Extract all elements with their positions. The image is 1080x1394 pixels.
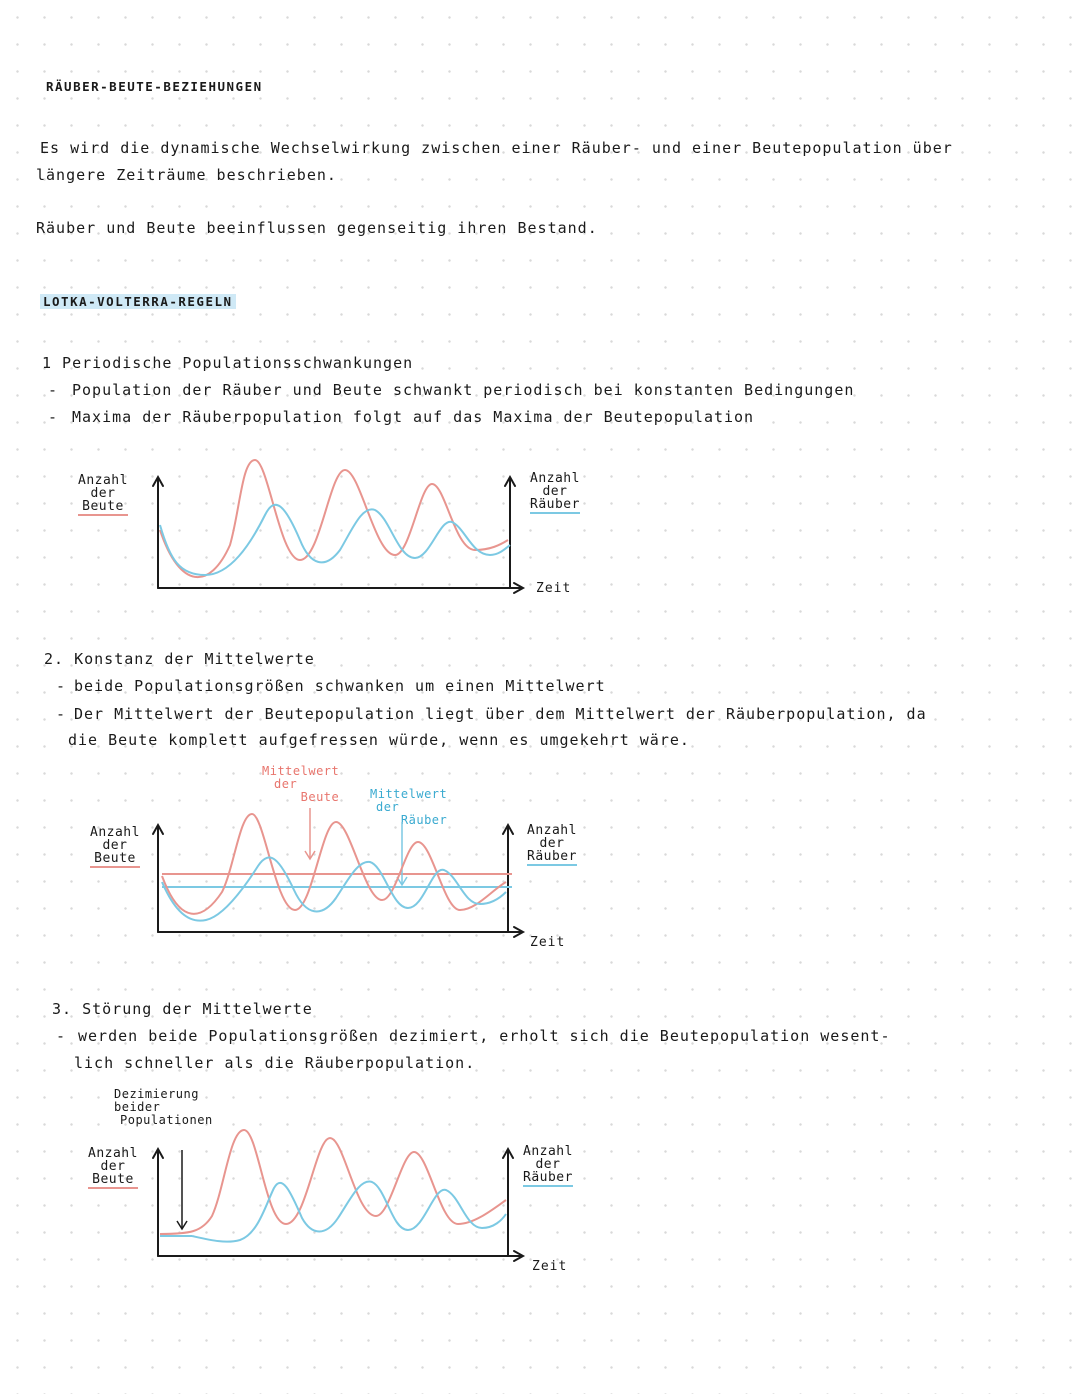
- rule1-title: 1 Periodische Populationsschwankungen: [42, 354, 414, 372]
- chart3-prey-axis-label: Anzahl der Beute: [88, 1146, 138, 1187]
- chart1-time-label: Zeit: [536, 581, 572, 596]
- chart3-decimation-arrow: [177, 1150, 187, 1229]
- rule1-bullet-2: Maxima der Räuberpopulation folgt auf das Maxima der Beutepopulation: [72, 408, 755, 426]
- chart3-time-label: Zeit: [532, 1259, 568, 1274]
- rule1-dash-2: -: [48, 408, 59, 426]
- rule2-dash-2: -: [56, 705, 67, 723]
- rule3-bullet-1: werden beide Populationsgrößen dezimiert, erholt sich die Beutepopulation wesent-: [78, 1027, 891, 1045]
- chart1-predator-curve: [160, 505, 510, 575]
- intro-line-2: längere Zeiträume beschrieben.: [36, 166, 337, 184]
- rule3-title: 3. Störung der Mittelwerte: [52, 1000, 313, 1018]
- chart2-prey-axis-label: Anzahl der Beute: [90, 825, 140, 866]
- chart3-predator-axis-label: Anzahl der Räuber: [523, 1144, 573, 1185]
- rule1-bullet-1: Population der Räuber und Beute schwankt periodisch bei konstanten Bedingungen: [72, 381, 855, 399]
- rule2-bullet-1: beide Populationsgrößen schwanken um einen Mittelwert: [74, 677, 606, 695]
- rule2-title: 2. Konstanz der Mittelwerte: [44, 650, 315, 668]
- chart2-population-graph: [140, 800, 540, 950]
- rule3-dash-1: -: [56, 1027, 67, 1045]
- intro-line-3: Räuber und Beute beeinflussen gegenseitig ihren Bestand.: [36, 219, 598, 237]
- intro-line-1: Es wird die dynamische Wechselwirkung zwischen einer Räuber- und einer Beutepopulation über: [40, 139, 953, 157]
- chart3-prey-curve: [160, 1130, 506, 1234]
- chart2-predator-mean-label: Mittelwert der Räuber: [370, 787, 448, 827]
- section-title: LOTKA-VOLTERRA-REGELN: [40, 294, 236, 309]
- chart2-prey-mean-label: Mittelwert der Beute: [262, 764, 340, 804]
- chart3-decimation-label: Dezimierung beider Populationen: [114, 1087, 213, 1127]
- chart1-prey-curve: [160, 460, 508, 577]
- rule2-bullet-2-cont: die Beute komplett aufgefressen würde, wenn es umgekehrt wäre.: [68, 731, 690, 749]
- rule2-bullet-2: Der Mittelwert der Beutepopulation liegt über dem Mittelwert der Räuberpopulation, da: [74, 705, 927, 723]
- chart1-population-graph: [140, 450, 540, 600]
- chart2-predator-axis-label: Anzahl der Räuber: [527, 823, 577, 864]
- chart2-predator-curve: [162, 858, 506, 921]
- chart2-prey-mean-arrow: [305, 808, 315, 859]
- rule1-dash-1: -: [48, 381, 59, 399]
- rule3-bullet-1-cont: lich schneller als die Räuberpopulation.: [74, 1054, 476, 1072]
- chart1-predator-axis-label: Anzahl der Räuber: [530, 471, 580, 512]
- rule2-dash-1: -: [56, 677, 67, 695]
- chart3-predator-curve: [192, 1182, 506, 1242]
- chart1-prey-axis-label: Anzahl der Beute: [78, 473, 128, 514]
- chart2-time-label: Zeit: [530, 935, 566, 950]
- chart3-population-graph: [140, 1120, 540, 1270]
- page-title: RÄUBER-BEUTE-BEZIEHUNGEN: [46, 79, 263, 94]
- chart3-axes: [153, 1149, 523, 1261]
- chart2-prey-curve: [162, 814, 506, 914]
